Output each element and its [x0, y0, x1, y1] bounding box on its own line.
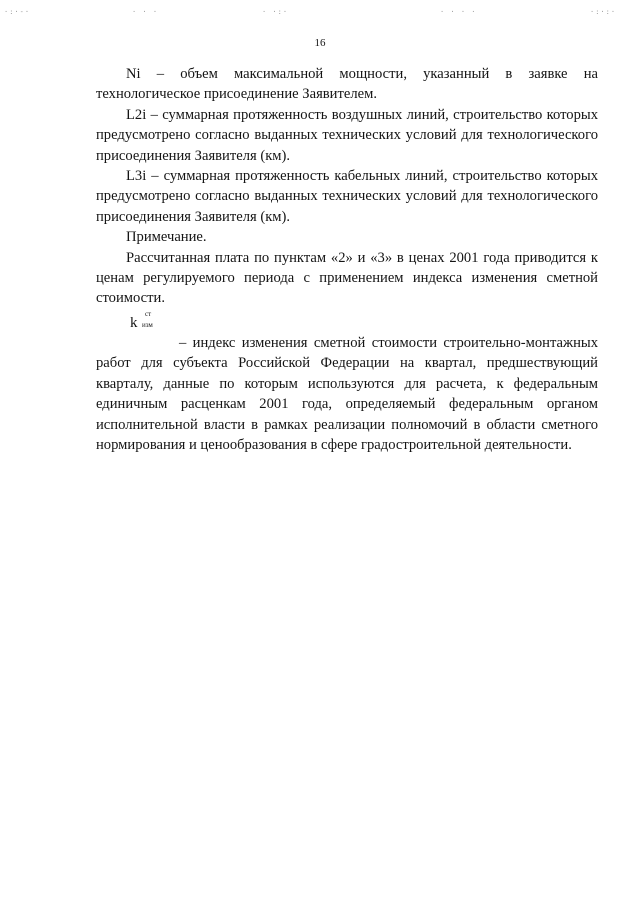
scan-artifact: ·:·-·: [4, 8, 31, 16]
paragraph-note-body: Рассчитанная плата по пунктам «2» и «3» в ценах 2001 года приводится к ценам регулируемого периода с применением индекса изменения сметной стоимости.: [96, 249, 598, 307]
paragraph-l2i: L2i – суммарная протяженность воздушных линий, строительство которых предусмотрено согласно выданных технических условий для технологического присоединения Заявителя (км).: [96, 106, 598, 164]
page-number: 16: [314, 37, 326, 49]
scan-artifact: · · ·: [132, 8, 159, 16]
formula-symbol: k: [130, 314, 138, 331]
paragraph-ni: Ni – объем максимальной мощности, указанный в заявке на технологическое присоединение Заявителем.: [96, 66, 598, 103]
scan-artifact: · · · ·: [440, 8, 477, 16]
formula-superscript: ст: [145, 309, 152, 318]
scan-artifact: ·:·:·: [590, 8, 617, 16]
paragraph-l3i: L3i – суммарная протяженность кабельных линий, строительство которых предусмотрено согласно выданных технических условий для технологического присоединения Заявителя (км).: [96, 168, 598, 225]
paragraph-definition: – индекс изменения сметной стоимости строительно-монтажных работ для субъекта Российской Федерации на квартал, предшествующий кварталу, данные по которым используются для расчета, к федеральным единичным расценкам 2001 года, определяемый федеральным органом исполнительной власти в рамках реализации полномочий в области сметного нормирования и ценообразования в сфере градостроительной деятельности.: [96, 334, 598, 453]
formula-subscript: изм: [142, 320, 153, 329]
paragraph-note-heading: Примечание.: [126, 229, 207, 246]
scan-artifact: · ·:·: [262, 8, 289, 16]
document-body: [96, 64, 598, 455]
formula-k-index: [96, 311, 598, 333]
